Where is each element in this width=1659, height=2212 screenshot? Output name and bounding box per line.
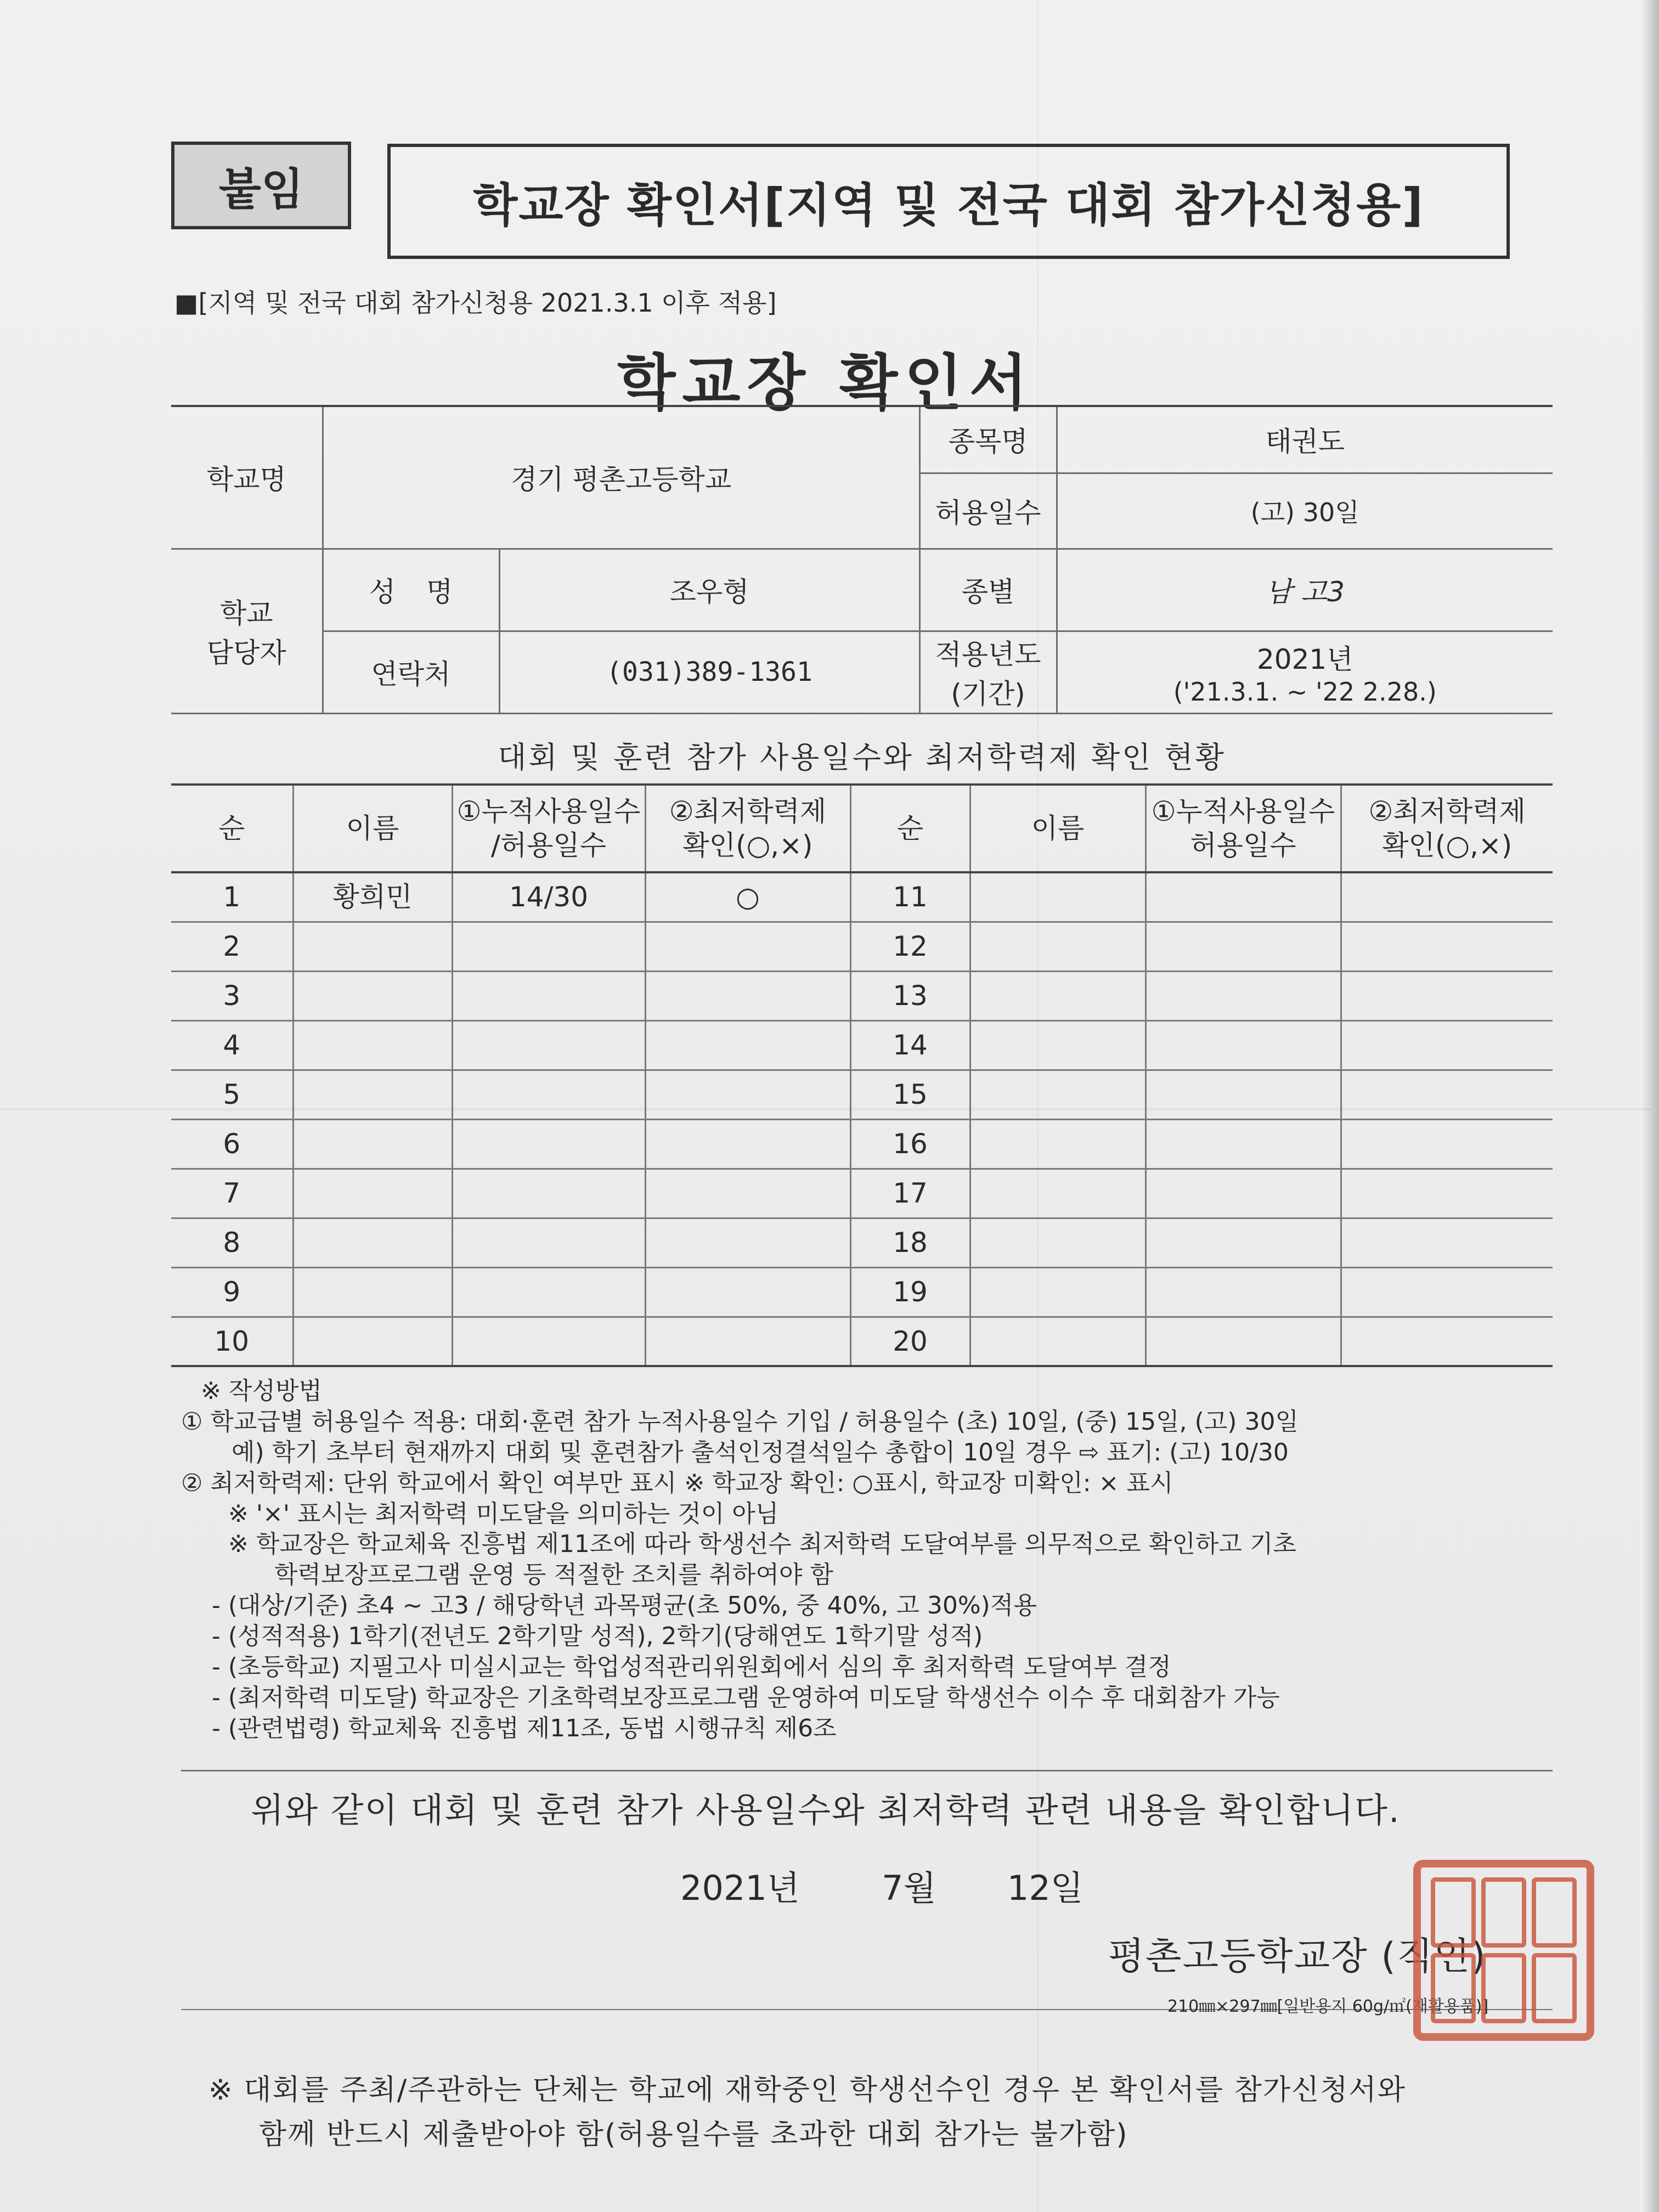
row-number-cell: 16 xyxy=(850,1119,970,1169)
period-label-line: 적용년도 xyxy=(935,639,1041,670)
instruction-line: - (성적적용) 1학기(전년도 2학기말 성적), 2학기(당해연도 1학기말 성적) xyxy=(212,1622,983,1650)
athlete-name-cell xyxy=(293,1169,452,1218)
allowed-days-value: (고) 30일 xyxy=(1057,473,1553,549)
days-used-cell xyxy=(452,971,645,1020)
manager-label-line: 담당자 xyxy=(206,637,286,669)
days-used-cell xyxy=(1146,1317,1341,1366)
school-name-label: 학교명 xyxy=(171,406,323,549)
row-number-cell: 15 xyxy=(850,1070,970,1119)
min-academic-check-cell xyxy=(1341,971,1553,1020)
days-used-cell: 14/30 xyxy=(452,872,645,922)
instruction-line: - (대상/기준) 초4 ~ 고3 / 해당학년 과목평균(초 50%, 중 40%, 고 30%)적용 xyxy=(212,1592,1037,1620)
days-used-cell xyxy=(1146,1020,1341,1070)
attachment-label: 붙임 xyxy=(171,142,351,229)
athlete-name-cell xyxy=(970,1267,1146,1317)
confirmation-text: 위와 같이 대회 및 훈련 참가 사용일수와 최저학력 관련 내용을 확인합니다. xyxy=(251,1790,1401,1830)
header-min-line: ②최저학력제 xyxy=(669,795,827,827)
athlete-name-cell xyxy=(293,1070,452,1119)
status-section-title: 대회 및 훈련 참가 사용일수와 최저학력제 확인 현황 xyxy=(498,740,1226,775)
days-used-cell xyxy=(1146,1267,1341,1317)
header-days xyxy=(1146,785,1341,872)
min-academic-check-cell xyxy=(645,971,850,1020)
instruction-line: 학력보장프로그램 운영 등 적절한 조치를 취하여야 함 xyxy=(274,1561,834,1589)
athlete-name-cell xyxy=(970,922,1146,971)
athlete-name-cell xyxy=(970,1020,1146,1070)
sport-label: 종목명 xyxy=(919,406,1057,473)
days-used-cell xyxy=(452,1169,645,1218)
row-number-cell: 14 xyxy=(850,1020,970,1070)
days-used-cell xyxy=(452,1218,645,1267)
header-name: 이름 xyxy=(293,785,452,872)
manager-name-label: 성 명 xyxy=(323,549,499,631)
header-min xyxy=(1341,785,1553,872)
min-academic-check-cell xyxy=(645,1070,850,1119)
seal-stroke xyxy=(1481,1953,1526,2023)
days-used-cell xyxy=(452,1317,645,1366)
instruction-line: - (관련법령) 학교체육 진흥법 제11조, 동법 시행규칙 제6조 xyxy=(212,1714,837,1742)
athlete-name-cell xyxy=(293,1267,452,1317)
table-row xyxy=(171,1317,1553,1366)
seal-stroke xyxy=(1532,1877,1577,1948)
days-used-cell xyxy=(1146,1218,1341,1267)
date-month: 7월 xyxy=(882,1868,936,1908)
days-used-cell xyxy=(452,1119,645,1169)
seal-stroke xyxy=(1532,1953,1577,2023)
min-academic-check-cell xyxy=(1341,1218,1553,1267)
row-number-cell: 3 xyxy=(171,971,293,1020)
period-range: ('21.3.1. ~ '22 2.28.) xyxy=(1173,677,1437,707)
row-number-cell: 18 xyxy=(850,1218,970,1267)
table-row xyxy=(171,922,1553,971)
athlete-name-cell xyxy=(293,922,452,971)
min-academic-check-cell xyxy=(645,1218,850,1267)
table-row xyxy=(171,1070,1553,1119)
days-used-cell xyxy=(452,922,645,971)
date-day: 12일 xyxy=(1007,1868,1084,1908)
instruction-line: ※ 학교장은 학교체육 진흥법 제11조에 따라 학생선수 최저학력 도달여부를 의무적으로 확인하고 기초 xyxy=(228,1530,1296,1559)
table-row xyxy=(171,1020,1553,1070)
category-label: 종별 xyxy=(919,549,1057,631)
table-header-row xyxy=(171,785,1553,872)
table-row xyxy=(171,1218,1553,1267)
header-no: 순 xyxy=(171,785,293,872)
athlete-name-cell xyxy=(293,1119,452,1169)
days-used-cell xyxy=(1146,872,1341,922)
official-seal xyxy=(1413,1860,1594,2041)
period-value xyxy=(1057,631,1553,713)
instructions-heading: ※ 작성방법 xyxy=(201,1377,322,1405)
paper-edge xyxy=(1640,0,1659,2212)
document-title: 학교장 확인서[지역 및 전국 대회 참가신청용] xyxy=(387,144,1510,259)
school-name-value: 경기 평촌고등학교 xyxy=(323,406,919,549)
table-row xyxy=(171,872,1553,922)
instruction-line: ① 학교급별 허용일수 적용: 대회·훈련 참가 누적사용일수 기입 / 허용일수 (초) 10일, (중) 15일, (고) 30일 xyxy=(181,1407,1299,1436)
divider xyxy=(181,1770,1553,1771)
days-used-cell xyxy=(452,1070,645,1119)
days-used-cell xyxy=(1146,1119,1341,1169)
days-used-cell xyxy=(1146,971,1341,1020)
contact-label: 연락처 xyxy=(323,631,499,713)
row-number-cell: 20 xyxy=(850,1317,970,1366)
confirmation-date xyxy=(680,1861,1084,1910)
header-min-line: 확인(○,×) xyxy=(1382,830,1513,861)
min-academic-check-cell xyxy=(1341,1169,1553,1218)
min-academic-check-cell xyxy=(1341,1020,1553,1070)
athlete-name-cell xyxy=(970,1070,1146,1119)
athlete-name-cell xyxy=(293,1020,452,1070)
footer-note xyxy=(208,2068,1406,2157)
athlete-name-cell xyxy=(293,1317,452,1366)
period-label xyxy=(919,631,1057,713)
period-year: 2021년 xyxy=(1256,644,1353,675)
seal-stroke xyxy=(1481,1877,1526,1948)
header-name: 이름 xyxy=(970,785,1146,872)
row-number-cell: 11 xyxy=(850,872,970,922)
date-year: 2021년 xyxy=(680,1868,800,1908)
athlete-name-cell xyxy=(293,971,452,1020)
min-academic-check-cell xyxy=(1341,922,1553,971)
application-note: ■[지역 및 전국 대회 참가신청용 2021.3.1 이후 적용] xyxy=(174,288,777,318)
manager-label xyxy=(171,549,323,713)
instruction-line: ② 최저학력제: 단위 학교에서 확인 여부만 표시 ※ 학교장 확인: ○표시, 학교장 미확인: × 표시 xyxy=(181,1469,1173,1497)
participation-status-table xyxy=(171,783,1553,1367)
min-academic-check-cell xyxy=(1341,1119,1553,1169)
min-academic-check-cell xyxy=(1341,1317,1553,1366)
instruction-line: 예) 학기 초부터 현재까지 대회 및 훈련참가 출석인정결석일수 총합이 10일 경우 ⇨ 표기: (고) 10/30 xyxy=(232,1438,1289,1466)
min-academic-check-cell xyxy=(645,1267,850,1317)
row-number-cell: 2 xyxy=(171,922,293,971)
row-number-cell: 7 xyxy=(171,1169,293,1218)
row-number-cell: 12 xyxy=(850,922,970,971)
category-value: 남 고3 xyxy=(1057,549,1553,631)
header-days-line: ①누적사용일수 xyxy=(456,795,641,827)
table-row xyxy=(171,1169,1553,1218)
days-used-cell xyxy=(1146,1169,1341,1218)
row-number-cell: 6 xyxy=(171,1119,293,1169)
min-academic-check-cell xyxy=(645,1169,850,1218)
header-days-line: 허용일수 xyxy=(1190,830,1296,861)
row-number-cell: 5 xyxy=(171,1070,293,1119)
athlete-name-cell xyxy=(970,872,1146,922)
table-row xyxy=(171,1119,1553,1169)
athlete-name-cell xyxy=(970,1317,1146,1366)
header-min xyxy=(645,785,850,872)
row-number-cell: 9 xyxy=(171,1267,293,1317)
header-min-line: 확인(○,×) xyxy=(682,830,813,861)
min-academic-check-cell xyxy=(1341,1070,1553,1119)
row-number-cell: 17 xyxy=(850,1169,970,1218)
min-academic-check-cell xyxy=(1341,872,1553,922)
footer-line: ※ 대회를 주최/주관하는 단체는 학교에 재학중인 학생선수인 경우 본 확인서를 참가신청서와 xyxy=(208,2074,1406,2107)
days-used-cell xyxy=(1146,922,1341,971)
instructions xyxy=(181,1376,1564,1744)
manager-label-line: 학교 xyxy=(219,597,273,629)
row-number-cell: 10 xyxy=(171,1317,293,1366)
min-academic-check-cell xyxy=(645,1020,850,1070)
allowed-days-label: 허용일수 xyxy=(919,473,1057,549)
instruction-line: - (초등학교) 지필고사 미실시교는 학업성적관리위원회에서 심의 후 최저학력 도달여부 결정 xyxy=(212,1652,1171,1681)
table-row xyxy=(171,971,1553,1020)
footer-line: 함께 반드시 제출받아야 함(허용일수를 초과한 대회 참가는 불가함) xyxy=(259,2118,1128,2151)
header-min-line: ②최저학력제 xyxy=(1368,795,1526,827)
table-row xyxy=(171,1267,1553,1317)
athlete-name-cell xyxy=(970,1119,1146,1169)
header-days-line: /허용일수 xyxy=(490,830,607,861)
instruction-line: - (최저학력 미도달) 학교장은 기초학력보장프로그램 운영하여 미도달 학생선수 이수 후 대회참가 가능 xyxy=(212,1683,1280,1712)
seal-stroke xyxy=(1431,1953,1476,2023)
days-used-cell xyxy=(1146,1070,1341,1119)
row-number-cell: 19 xyxy=(850,1267,970,1317)
header-days-line: ①누적사용일수 xyxy=(1151,795,1335,827)
seal-stroke xyxy=(1431,1877,1476,1948)
row-number-cell: 8 xyxy=(171,1218,293,1267)
athlete-name-cell xyxy=(970,971,1146,1020)
athlete-name-cell xyxy=(293,1218,452,1267)
instruction-line: ※ '×' 표시는 최저학력 미도달을 의미하는 것이 아님 xyxy=(228,1499,779,1528)
seal-pattern xyxy=(1431,1877,1577,2023)
days-used-cell xyxy=(452,1020,645,1070)
min-academic-check-cell xyxy=(645,1317,850,1366)
row-number-cell: 13 xyxy=(850,971,970,1020)
header-days xyxy=(452,785,645,872)
athlete-name-cell xyxy=(970,1218,1146,1267)
principal-signature: 평촌고등학교장 (직인) xyxy=(1108,1935,1487,1978)
manager-name-value: 조우형 xyxy=(499,549,919,631)
school-info-table xyxy=(171,405,1553,714)
period-label-line: (기간) xyxy=(951,678,1025,710)
paper-spec: 210㎜×297㎜[일반용지 60g/㎡(재활용품)] xyxy=(1167,1997,1489,2016)
page-title: 학교장 확인서 xyxy=(617,348,1034,418)
min-academic-check-cell xyxy=(645,922,850,971)
athlete-name-cell: 황희민 xyxy=(293,872,452,922)
days-used-cell xyxy=(452,1267,645,1317)
sport-value: 태권도 xyxy=(1057,406,1553,473)
contact-value: (031)389-1361 xyxy=(499,631,919,713)
header-no: 순 xyxy=(850,785,970,872)
min-academic-check-cell xyxy=(645,1119,850,1169)
row-number-cell: 4 xyxy=(171,1020,293,1070)
athlete-name-cell xyxy=(970,1169,1146,1218)
min-academic-check-cell: ○ xyxy=(645,872,850,922)
row-number-cell: 1 xyxy=(171,872,293,922)
min-academic-check-cell xyxy=(1341,1267,1553,1317)
